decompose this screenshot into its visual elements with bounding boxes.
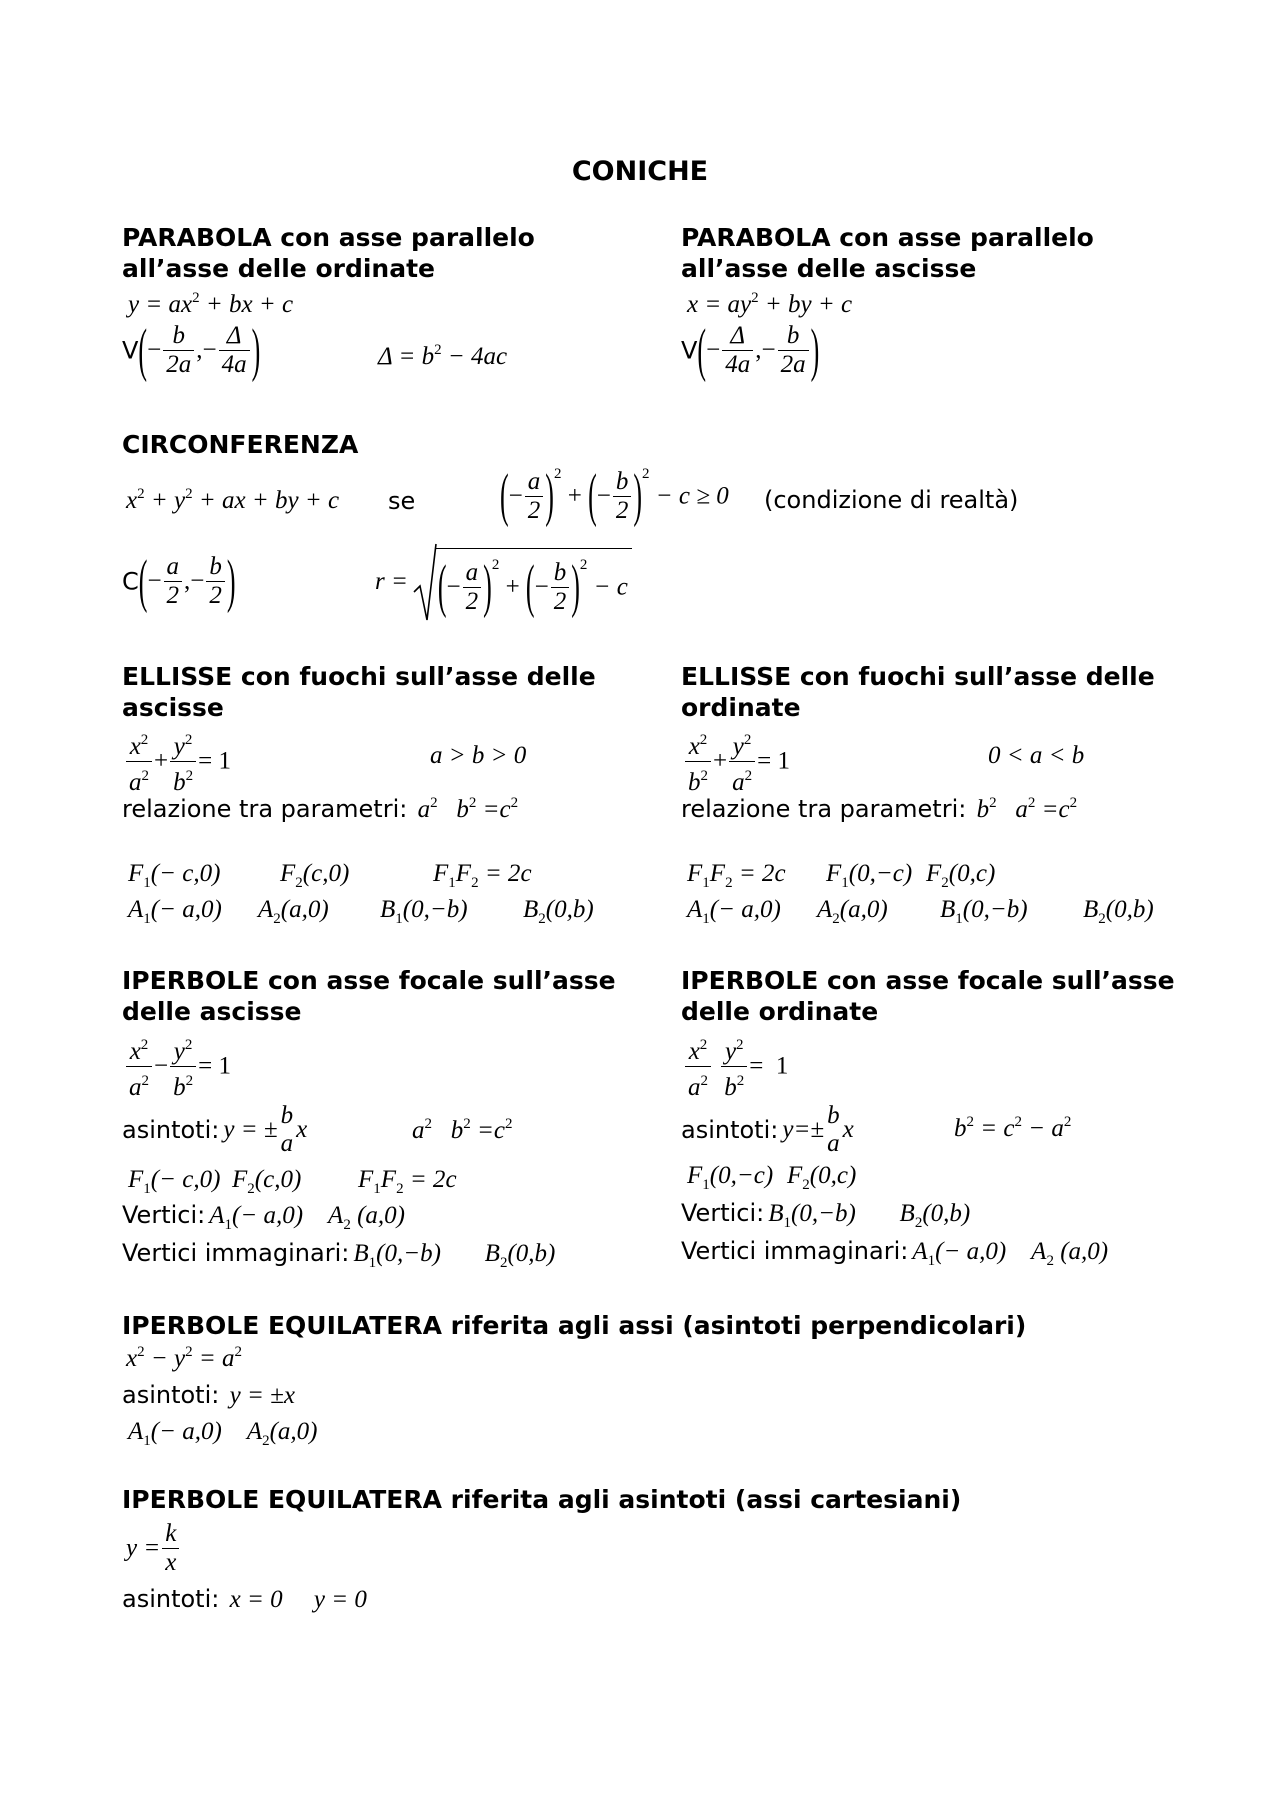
ellisse-x-equation: $\frac{x^2}{a^2}$ + $\frac{y^2}{b^2}$ = 1 <box>124 726 231 797</box>
iperbole-y-asymptotes: asintoti: y=± b a x <box>681 1102 854 1157</box>
ellisse-x-focus-2: $F_2(c,0)$ <box>280 860 350 891</box>
iperbole-x-imag-vertices: Vertici immaginari: $B_1(0,-b)$ $B_2(0,b)$ <box>122 1239 556 1271</box>
ellisse-y-vertex-b2: $B_2(0,b)$ <box>1083 896 1154 927</box>
parabola-y-delta: $\Delta = b^2 - 4ac$ <box>378 342 508 370</box>
ellisse-y-focus-1: $F_1(0,-c)$ <box>826 860 913 891</box>
ellisse-y-heading-line1: ELLISSE con fuochi sull’asse delle <box>681 662 1155 691</box>
parabola-y-heading-line2: all’asse delle ordinate <box>122 254 435 283</box>
ellisse-y-vertex-a1: $A_1(- a,0)$ <box>687 896 781 927</box>
circonferenza-se: se <box>388 487 416 515</box>
ellisse-x-relation: relazione tra parametri: $a^2$ $b^2 =c^2$ <box>122 795 519 823</box>
square-root-sign <box>412 540 438 624</box>
iperbole-y-heading-line1: IPERBOLE con asse focale sull’asse <box>681 966 1175 995</box>
iperbole-y-focus-1: $F_1(0,-c)$ <box>687 1162 774 1193</box>
ellisse-x-foci: $F_1(- c,0)$ <box>128 860 221 891</box>
equilatera-asintoti-heading: IPERBOLE EQUILATERA riferita agli asintoti (assi cartesiani) <box>122 1485 962 1514</box>
iperbole-y-vertici-label: Vertici: <box>681 1199 765 1227</box>
ellisse-x-heading-line1: ELLISSE con fuochi sull’asse delle <box>122 662 596 691</box>
iperbole-x-relation: $a^2$ $b^2 =c^2$ <box>412 1116 513 1144</box>
ellisse-x-vertex-a2: $A_2(a,0)$ <box>258 896 329 927</box>
parabola-y-vertex: V(− $\frac{b}{2a}$ ,− $\frac{\Delta}{4a}$ ) <box>122 316 261 383</box>
equilatera-assi-asintoti-label: asintoti: <box>122 1381 220 1409</box>
iperbole-y-imag-vertices: Vertici immaginari: $A_1(- a,0)$ $A_2$ (a,0) <box>681 1237 1109 1269</box>
equilatera-assi-vertices: $A_1(- a,0)$ $A_2(a,0)$ <box>128 1418 318 1449</box>
ellisse-x-heading-line2: ascisse <box>122 693 224 722</box>
ellisse-x-relation-label: relazione tra parametri: <box>122 795 408 823</box>
ellisse-x-vertex-a1: $A_1(- a,0)$ <box>128 896 222 927</box>
parabola-x-equation: $x = ay^2$ + by + c <box>687 290 853 318</box>
ellisse-y-relation: relazione tra parametri: $b^2$ $a^2 =c^2$ <box>681 795 1078 823</box>
ellisse-y-focal-distance: $F_1F_2 = 2c$ <box>687 860 786 891</box>
circonferenza-heading: CIRCONFERENZA <box>122 430 359 459</box>
iperbole-x-asymptotes: asintoti: y = ± b a x <box>122 1102 308 1157</box>
circonferenza-radius: r = (− $\frac{a}{2}$ )2 + (− $\frac{b}{2}$ )2 − c <box>375 540 632 624</box>
iperbole-y-asintoti-label: asintoti: <box>681 1116 779 1144</box>
circonferenza-condition-label: (condizione di realtà) <box>764 486 1019 514</box>
iperbole-x-focal-distance: $F_1F_2 = 2c$ <box>358 1166 457 1197</box>
equilatera-asintoti-asymptotes: asintoti: x = 0 y = 0 <box>122 1585 367 1613</box>
parabola-y-heading-line1: PARABOLA con asse parallelo <box>122 223 535 252</box>
iperbole-x-vertici-label: Vertici: <box>122 1201 206 1229</box>
iperbole-y-focus-2: $F_2(0,c)$ <box>787 1162 857 1193</box>
iperbole-x-focus-1: $F_1(- c,0)$ <box>128 1166 221 1197</box>
iperbole-x-vertices: Vertici: $A_1(- a,0)$ $A_2$ (a,0) <box>122 1201 405 1233</box>
ellisse-y-heading-line2: ordinate <box>681 693 801 722</box>
iperbole-x-vertici-imm-label: Vertici immaginari: <box>122 1239 350 1267</box>
iperbole-x-equation: $\frac{x^2}{a^2}$ − $\frac{y^2}{b^2}$ = 1 <box>124 1031 231 1102</box>
iperbole-y-vertici-imm-label: Vertici immaginari: <box>681 1237 909 1265</box>
parabola-y-equation: $y = ax^2$ + bx + c <box>128 290 294 318</box>
parabola-x-heading-line2: all’asse delle ascisse <box>681 254 977 283</box>
iperbole-x-asintoti-label: asintoti: <box>122 1116 220 1144</box>
iperbole-x-heading-line1: IPERBOLE con asse focale sull’asse <box>122 966 616 995</box>
page-title: CONICHE <box>571 156 709 187</box>
iperbole-y-relation: $b^2 = c^2 - a^2$ <box>954 1114 1072 1142</box>
ellisse-y-vertex-b1: $B_1(0,-b)$ <box>940 896 1028 927</box>
equilatera-assi-asymptotes: asintoti: y = ±x <box>122 1381 295 1409</box>
iperbole-y-equation: $\frac{x^2}{a^2}$ $\frac{y^2}{b^2}$ = 1 <box>683 1031 788 1102</box>
circonferenza-center: C(− $\frac{a}{2}$ ,− $\frac{b}{2}$ ) <box>122 547 236 614</box>
ellisse-y-relation-label: relazione tra parametri: <box>681 795 967 823</box>
circonferenza-condition-formula: (− $\frac{a}{2}$ )2 + (− $\frac{b}{2}$ )2 − c ≥ 0 <box>500 461 729 529</box>
equilatera-assi-equation: $x^2 - y^2 = a^2$ <box>126 1344 242 1372</box>
circonferenza-equation: $x^2 + y^2$ + ax + by + c <box>126 486 340 514</box>
parabola-x-heading-line1: PARABOLA con asse parallelo <box>681 223 1094 252</box>
ellisse-x-vertex-b2: $B_2(0,b)$ <box>523 896 594 927</box>
equilatera-assi-heading: IPERBOLE EQUILATERA riferita agli assi (asintoti perpendicolari) <box>122 1311 1027 1340</box>
parabola-x-vertex-label: V <box>681 336 698 365</box>
parabola-x-vertex: V(− $\frac{\Delta}{4a}$ ,− $\frac{b}{2a}$ ) <box>681 316 820 383</box>
ellisse-y-focus-2: $F_2(0,c)$ <box>926 860 996 891</box>
equilatera-asintoti-asintoti-label: asintoti: <box>122 1585 220 1613</box>
ellisse-x-condition: a > b > 0 <box>430 742 527 769</box>
iperbole-x-focus-2: $F_2(c,0)$ <box>232 1166 302 1197</box>
ellisse-y-equation: $\frac{x^2}{b^2}$ + $\frac{y^2}{a^2}$ = 1 <box>683 726 790 797</box>
iperbole-x-heading-line2: delle ascisse <box>122 997 302 1026</box>
ellisse-y-condition: 0 < a < b <box>988 742 1085 769</box>
equilatera-asintoti-equation: y = $\frac{k}{x}$ <box>126 1520 181 1577</box>
iperbole-y-heading-line2: delle ordinate <box>681 997 879 1026</box>
parabola-y-vertex-label: V <box>122 336 139 365</box>
circonferenza-center-label: C <box>122 567 139 596</box>
ellisse-y-vertex-a2: $A_2(a,0)$ <box>817 896 888 927</box>
iperbole-y-vertices: Vertici: $B_1(0,-b)$ $B_2(0,b)$ <box>681 1199 971 1231</box>
ellisse-x-focal-distance: $F_1F_2 = 2c$ <box>433 860 532 891</box>
ellisse-x-vertex-b1: $B_1(0,-b)$ <box>380 896 468 927</box>
